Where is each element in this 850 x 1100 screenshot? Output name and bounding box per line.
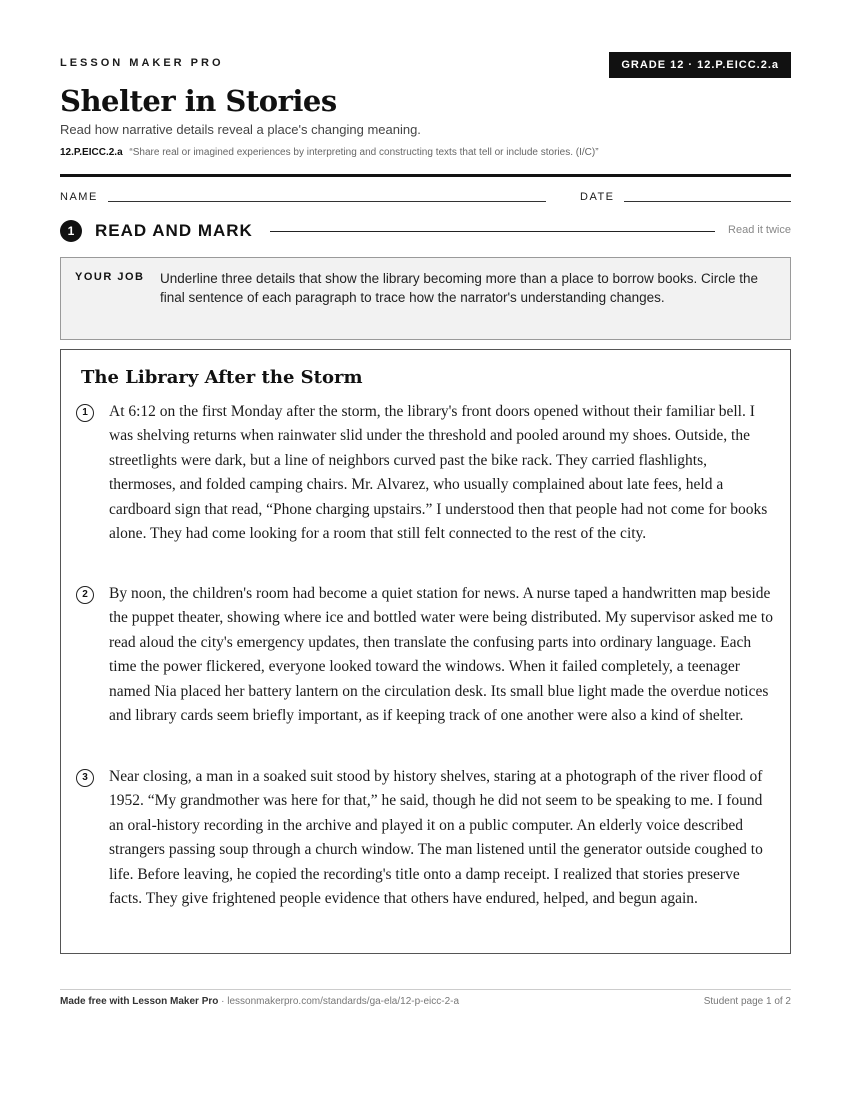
name-field[interactable] [108, 201, 546, 202]
page-indicator: Student page 1 of 2 [703, 996, 791, 1007]
instructions-box [60, 257, 791, 340]
section-title: READ AND MARK [95, 221, 253, 240]
section-divider [270, 231, 715, 232]
paragraph-number-3: 3 [76, 769, 94, 787]
standard-line [60, 147, 599, 158]
worksheet-subtitle: Read how narrative details reveal a place's changing meaning. [60, 122, 421, 137]
section-number-badge: 1 [60, 220, 82, 242]
worksheet-title: Shelter in Stories [60, 84, 337, 118]
brand-name: LESSON MAKER PRO [60, 57, 224, 69]
footer [60, 996, 791, 1007]
footer-link[interactable]: · lessonmakerpro.com/standards/ga-ela/12-p-eicc-2-a [218, 996, 460, 1007]
header-bar [60, 52, 791, 78]
paragraph-number-2: 2 [76, 586, 94, 604]
section-note: Read it twice [728, 224, 791, 236]
instructions-text: Underline three details that show the library becoming more than a place to borrow books. Circle the final sentence of each paragraph to trace how the narrator's understanding changes. [160, 271, 759, 305]
reading-passage [60, 349, 791, 954]
date-field[interactable] [624, 201, 791, 202]
section-heading [60, 219, 791, 243]
standard-text: “Share real or imagined experiences by interpreting and constructing texts that tell or include stories. (I/C)” [129, 147, 599, 158]
instructions-label: YOUR JOB [75, 271, 145, 283]
footer-credit: Made free with Lesson Maker Pro [60, 996, 219, 1007]
name-label: NAME [60, 191, 98, 203]
footer-divider [60, 989, 791, 990]
passage-paragraph-2: By noon, the children's room had become a quiet station for news. A nurse taped a handwritten map beside the puppet theater, showing where ice and bottled water were being distributed. My supervisor asked me to read aloud the city's emergency updates, then translate the confusing parts into ordinary language. Each time the power flickered, everyone looked toward the windows. When it failed completely, a teenager named Nia placed her battery lantern on the circulation desk. Its small blue light made the overdue notices and library cards seem briefly important, as if keeping track of one another were also a kind of shelter. [109, 585, 773, 725]
name-date-row [60, 190, 791, 206]
date-label: DATE [580, 191, 615, 203]
grade-badge: GRADE 12 · 12.P.EICC.2.a [609, 52, 791, 78]
passage-paragraph-1: At 6:12 on the first Monday after the storm, the library's front doors opened without their familiar bell. I was shelving returns when rainwater slid under the threshold and pooled around my shoes. Outside, the streetlights were dark, but a line of neighbors curved past the bike rack. They carried flashlights, thermoses, and folded camping chairs. Mr. Alvarez, who usually complained about late fees, held a cardboard sign that read, “Phone charging upstairs.” I understood then that people had not come for books alone. They had come looking for a room that still felt connected to the rest of the city. [109, 403, 768, 543]
paragraph-number-1: 1 [76, 404, 94, 422]
header-divider [60, 174, 791, 177]
passage-paragraph-3: Near closing, a man in a soaked suit stood by history shelves, staring at a photograph of the river flood of 1952. “My grandmother was here for that,” he said, though he did not seem to be speaking to me. I found an oral-history recording in the archive and played it on a public computer. An elderly voice described strangers passing soup through a church window. The man listened until the generator outside coughed to life. Before leaving, he copied the recording's title onto a damp receipt. I realized that stories preserve facts. They give frightened people evidence that others have endured, helped, and begun again. [109, 768, 763, 908]
standard-code: 12.P.EICC.2.a [60, 147, 123, 158]
passage-title: The Library After the Storm [81, 367, 363, 388]
